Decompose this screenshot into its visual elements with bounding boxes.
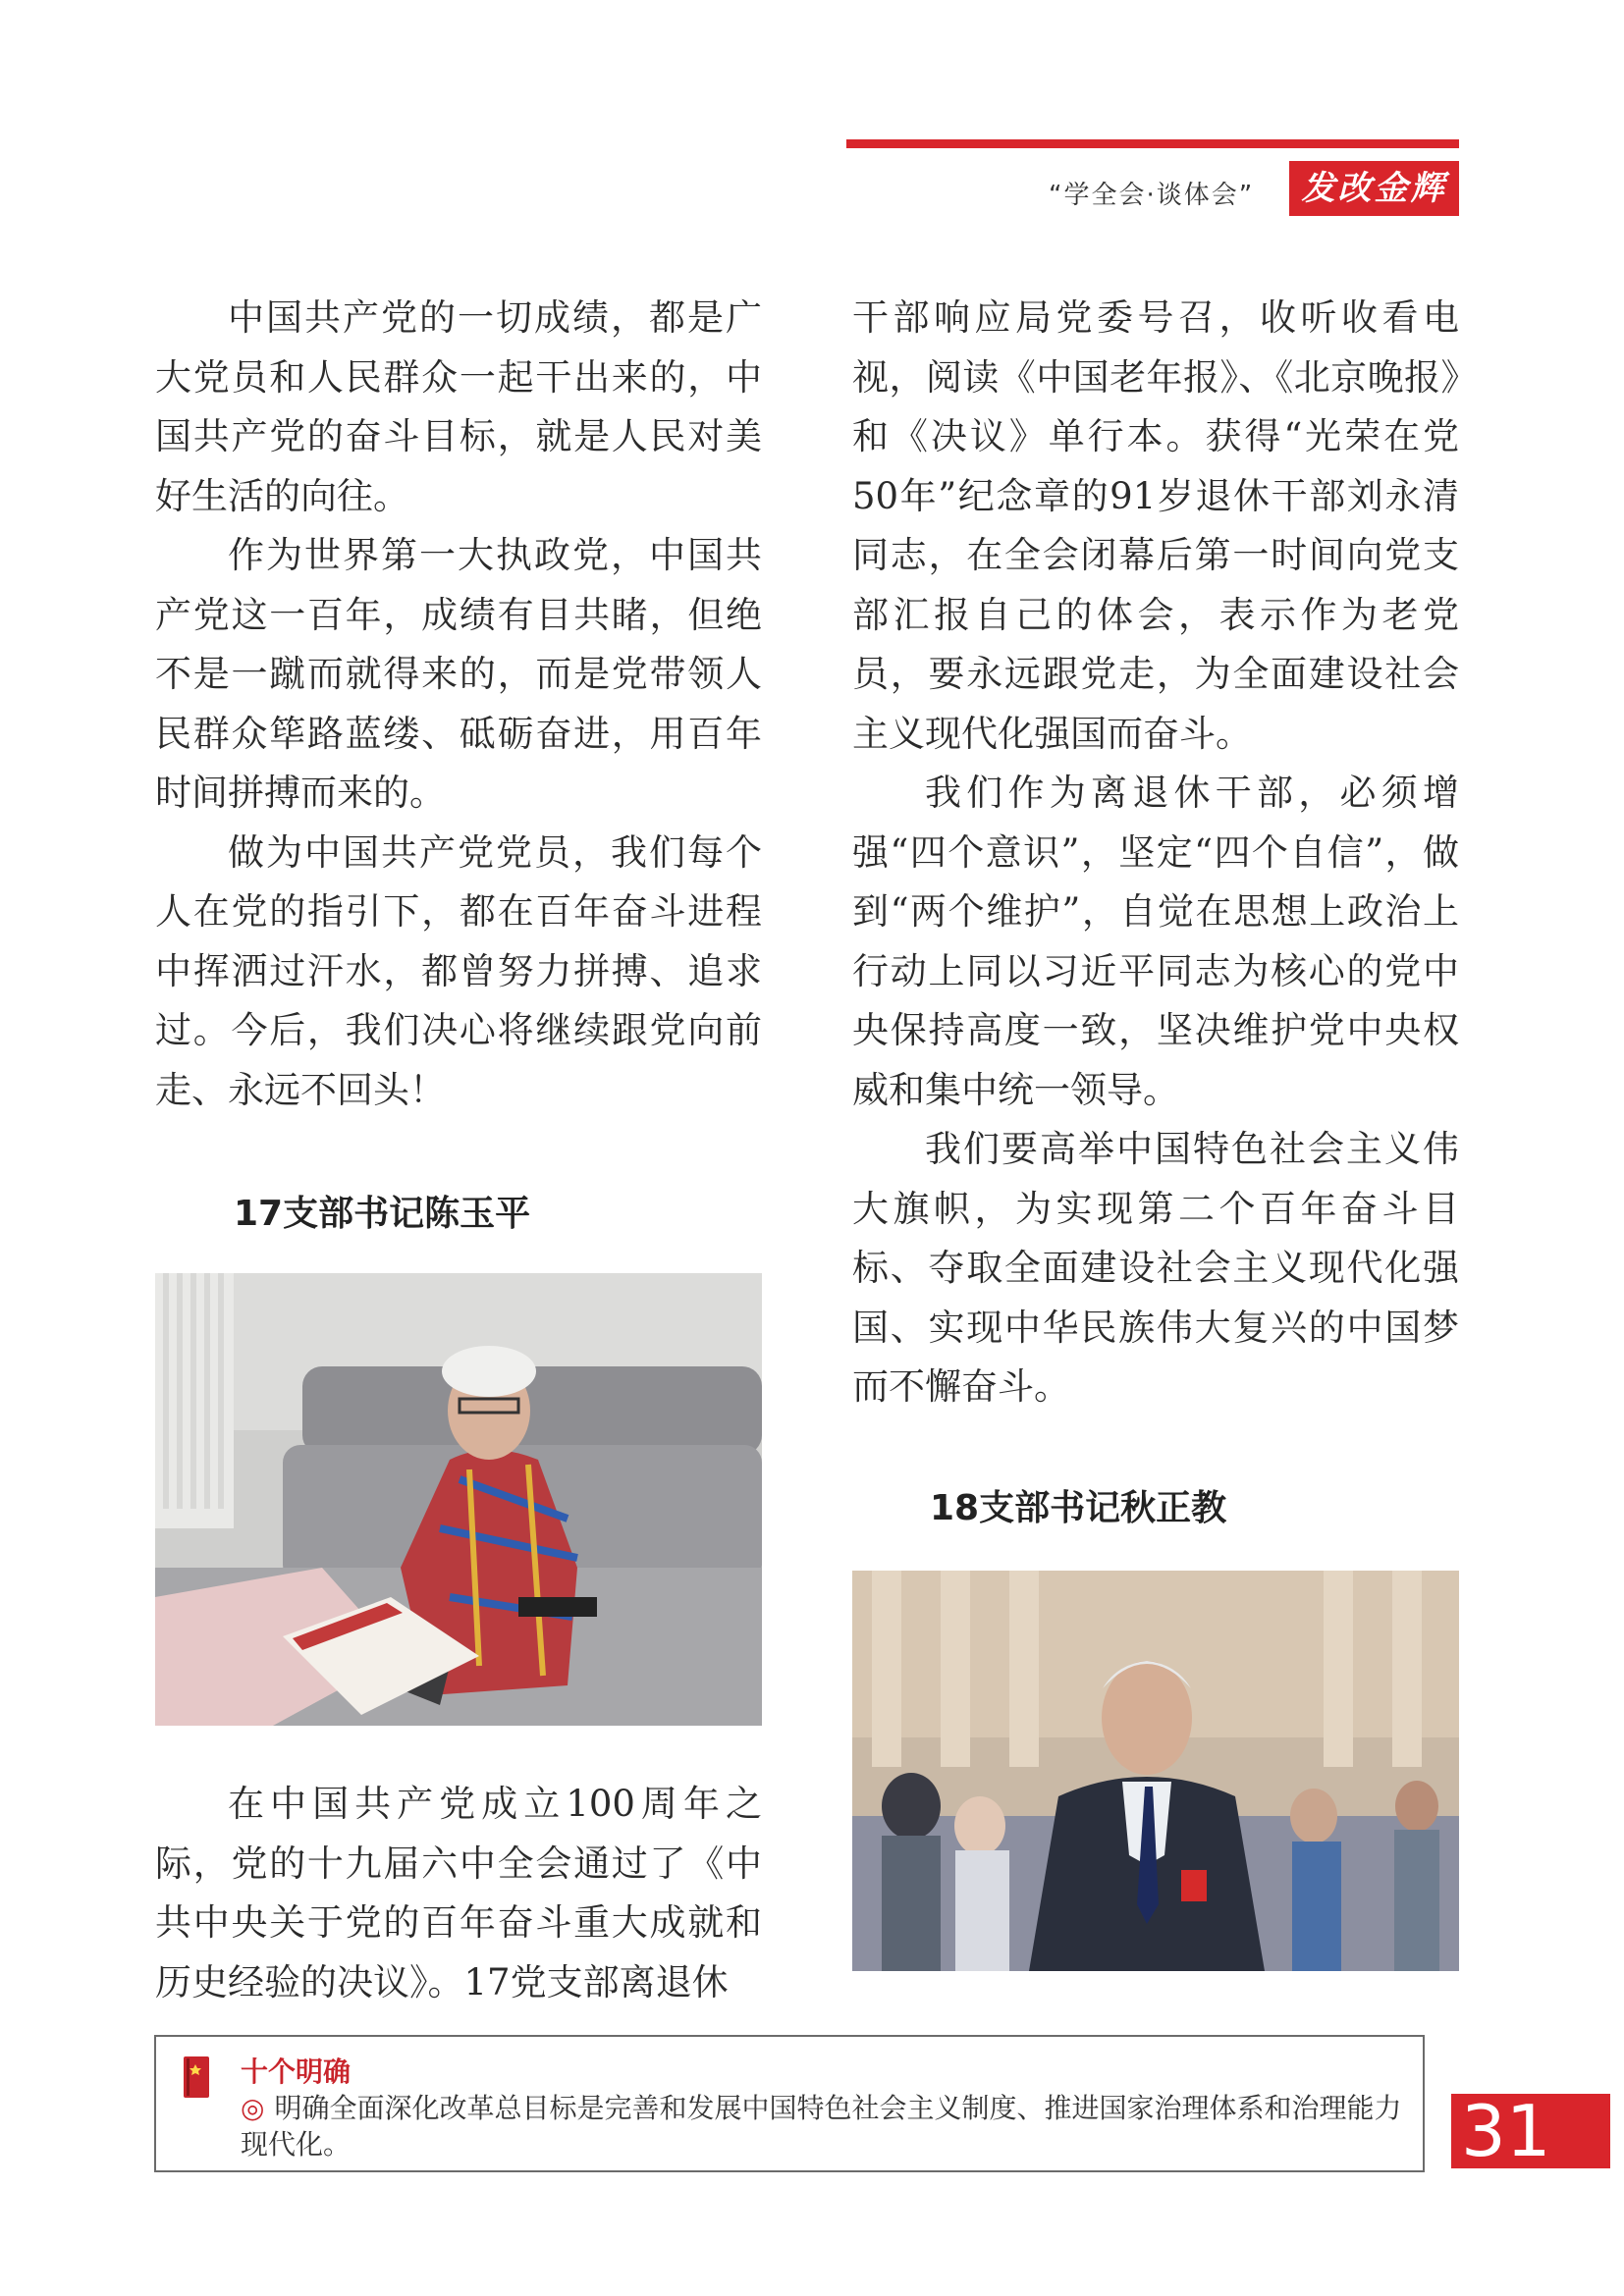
right-paragraph-2: 我们作为离退休干部，必须增强“四个意识”，坚定“四个自信”，做到“两个维护”，自觉在思想上政治上行动上同以习近平同志为核心的党中央保持高度一致，坚决维护党中央权威和集中统一领导。 bbox=[852, 772, 1459, 1111]
left-bottom-paragraph: 在中国共产党成立100周年之际，党的十九届六中全会通过了《中共中央关于党的百年奋斗重大成就和历史经验的决议》。17党支部离退休 bbox=[155, 1783, 762, 2003]
sidebar-title: 十个明确 bbox=[241, 2056, 352, 2088]
sidebar-body: 明确全面深化改革总目标是完善和发展中国特色社会主义制度、推进国家治理体系和治理能力现代化。 bbox=[241, 2092, 1402, 2161]
photo-man-at-meeting-image bbox=[852, 1571, 1459, 1971]
photo-reading-man-image bbox=[155, 1273, 762, 1726]
red-book-icon bbox=[182, 2055, 211, 2100]
left-paragraph-3: 做为中国共产党党员，我们每个人在党的指引下，都在百年奋斗进程中挥洒过汗水，都曾努力拼搏、追求过。今后，我们决心将继续跟党向前走、永远不回头！ bbox=[155, 830, 762, 1111]
photo-man-at-meeting bbox=[852, 1571, 1459, 1971]
left-paragraph-1: 中国共产党的一切成绩，都是广大党员和人民群众一起干出来的，中国共产党的奋斗目标，就是人民对美好生活的向往。 bbox=[155, 296, 762, 517]
section-heading-18: 18支部书记秋正教 bbox=[930, 1488, 1227, 1528]
ten-clarifications-box bbox=[154, 2035, 1425, 2172]
right-paragraph-3: 我们要高举中国特色社会主义伟大旗帜，为实现第二个百年奋斗目标、夺取全面建设社会主义现代化强国、实现中华民族伟大复兴的中国梦而不懈奋斗。 bbox=[852, 1128, 1459, 1408]
left-bottom-text bbox=[155, 1775, 762, 2012]
section-heading-17: 17支部书记陈玉平 bbox=[234, 1194, 531, 1234]
photo-reading-man bbox=[155, 1273, 762, 1726]
circle-marker-icon: ◎ bbox=[241, 2092, 265, 2124]
header-rule bbox=[846, 139, 1459, 148]
sidebar-text bbox=[241, 2090, 1409, 2163]
left-paragraph-2: 作为世界第一大执政党，中国共产党这一百年，成绩有目共睹，但绝不是一蹴而就得来的，而是党带领人民群众筚路蓝缕、砥砺奋进，用百年时间拼搏而来的。 bbox=[155, 534, 762, 814]
header-tagline: “学全会·谈体会” bbox=[1049, 181, 1255, 210]
right-paragraph-1: 干部响应局党委号召，收听收看电视，阅读《中国老年报》、《北京晚报》和《决议》单行本。获得“光荣在党50年”纪念章的91岁退休干部刘永清同志，在全会闭幕后第一时间向党支部汇报自己的体会，表示作为老党员，要永远跟党走，为全面建设社会主义现代化强国而奋斗。 bbox=[852, 296, 1459, 755]
page-number: 31 bbox=[1451, 2094, 1610, 2168]
right-column bbox=[852, 289, 1459, 1417]
left-column bbox=[155, 289, 762, 1120]
header-brand-badge: 发改金辉 bbox=[1289, 161, 1459, 216]
